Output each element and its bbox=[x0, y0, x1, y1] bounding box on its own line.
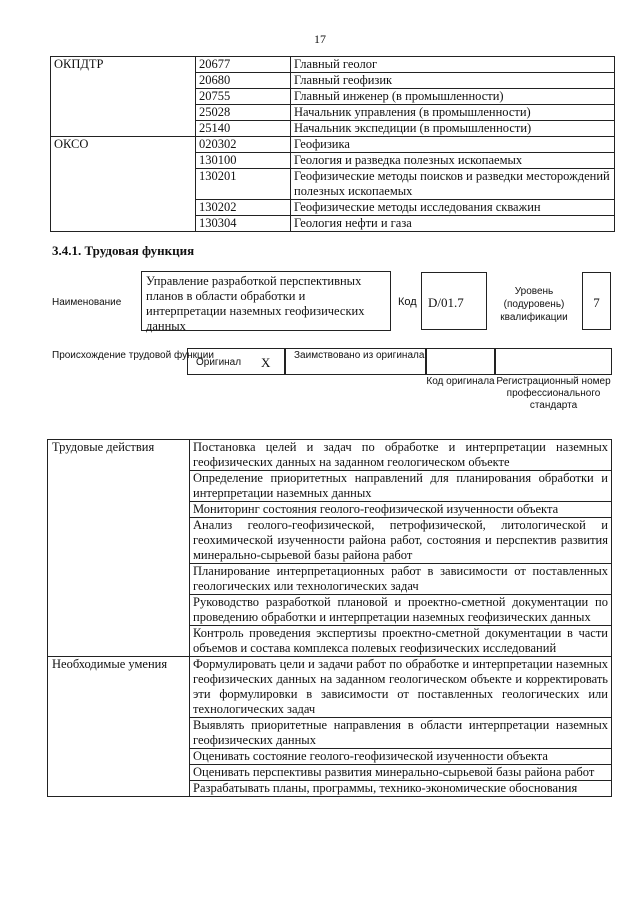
table-row bbox=[48, 657, 612, 718]
origin-original-cell bbox=[187, 348, 285, 375]
classifier-title: Главный инженер (в промышленности) bbox=[291, 89, 615, 105]
classifier-title: Геофизика bbox=[291, 137, 615, 153]
original-mark: X bbox=[261, 355, 271, 370]
skill-item: Формулировать цели и задачи работ по обработке и интерпретации наземных геофизических данных на заданном геологическом объекте и корректировать эти формулировки в зависимости от поставленных геологических или технологических задач bbox=[190, 657, 612, 718]
classifier-title: Геофизические методы исследования скважин bbox=[291, 200, 615, 216]
classifier-title: Геофизические методы поисков и разведки месторождений полезных ископаемых bbox=[291, 169, 615, 200]
function-code: D/01.7 bbox=[421, 272, 487, 330]
classifier-code: 130100 bbox=[196, 153, 291, 169]
labor-action: Анализ геолого-геофизической, петрофизической, литологической и геохимической изученности района работ, состояния и перспектив развития минерально-сырьевой базы района работ bbox=[190, 518, 612, 564]
classifier-code: 25028 bbox=[196, 105, 291, 121]
skill-item: Оценивать перспективы развития минерально-сырьевой базы района работ bbox=[190, 765, 612, 781]
name-label: Наименование bbox=[52, 297, 122, 308]
section-title: 3.4.1. Трудовая функция bbox=[52, 243, 195, 258]
classifier-title: Начальник экспедиции (в промышленности) bbox=[291, 121, 615, 137]
table-row bbox=[51, 137, 615, 153]
classifier-name: ОКСО bbox=[51, 137, 196, 232]
classifier-code: 130201 bbox=[196, 169, 291, 200]
classifier-title: Главный геолог bbox=[291, 57, 615, 73]
labor-action: Планирование интерпретационных работ в зависимости от поставленных геологических или технологических задач bbox=[190, 564, 612, 595]
borrowed-label: Заимствовано из оригинала bbox=[294, 350, 425, 361]
labor-action: Руководство разработкой плановой и проектно-сметной документации по проведению обработки и интерпретации наземных геофизических данных bbox=[190, 595, 612, 626]
qualification-level: 7 bbox=[582, 272, 611, 330]
labor-actions-label: Трудовые действия bbox=[48, 440, 190, 657]
origin-code-cell bbox=[426, 348, 495, 375]
function-name: Управление разработкой перспективных планов в области обработки и интерпретации наземных геофизических данных bbox=[141, 271, 391, 331]
reg-number-label: Регистрационный номер профессионального стандарта bbox=[496, 376, 611, 411]
table-row bbox=[51, 57, 615, 73]
labor-action: Определение приоритетных направлений для планирования обработки и интерпретации наземных данных bbox=[190, 471, 612, 502]
classifier-code: 20680 bbox=[196, 73, 291, 89]
classifier-title: Главный геофизик bbox=[291, 73, 615, 89]
classifier-title: Геология нефти и газа bbox=[291, 216, 615, 232]
code-label: Код bbox=[398, 296, 417, 308]
classifier-title: Начальник управления (в промышленности) bbox=[291, 105, 615, 121]
classifier-code: 130202 bbox=[196, 200, 291, 216]
labor-action: Контроль проведения экспертизы проектно-сметной документации в части объемов и состава комплекса полевых геофизических исследований bbox=[190, 626, 612, 657]
classifier-code: 25140 bbox=[196, 121, 291, 137]
origin-reg-cell bbox=[495, 348, 612, 375]
classifier-name: ОКПДТР bbox=[51, 57, 196, 137]
skills-label: Необходимые умения bbox=[48, 657, 190, 797]
skill-item: Оценивать состояние геолого-геофизической изученности объекта bbox=[190, 749, 612, 765]
classifier-title: Геология и разведка полезных ископаемых bbox=[291, 153, 615, 169]
classifier-code: 130304 bbox=[196, 216, 291, 232]
classifier-code: 20677 bbox=[196, 57, 291, 73]
classifier-code: 20755 bbox=[196, 89, 291, 105]
page-number: 17 bbox=[314, 32, 326, 46]
origin-label: Происхождение трудовой функции bbox=[52, 350, 214, 361]
classifier-code: 020302 bbox=[196, 137, 291, 153]
function-table bbox=[47, 439, 612, 797]
skill-item: Выявлять приоритетные направления в области интерпретации наземных геофизических данных bbox=[190, 718, 612, 749]
level-label: Уровень (подуровень) квалификации bbox=[500, 286, 568, 323]
original-label: Оригинал bbox=[196, 357, 242, 368]
classifier-table bbox=[50, 56, 615, 232]
table-row bbox=[48, 440, 612, 471]
code-original-label: Код оригинала bbox=[426, 376, 495, 387]
labor-action: Мониторинг состояния геолого-геофизической изученности объекта bbox=[190, 502, 612, 518]
origin-borrowed-cell bbox=[285, 348, 426, 375]
skill-item: Разрабатывать планы, программы, технико-экономические обоснования bbox=[190, 781, 612, 797]
labor-action: Постановка целей и задач по обработке и интерпретации наземных геофизических данных на заданном геологическом объекте bbox=[190, 440, 612, 471]
